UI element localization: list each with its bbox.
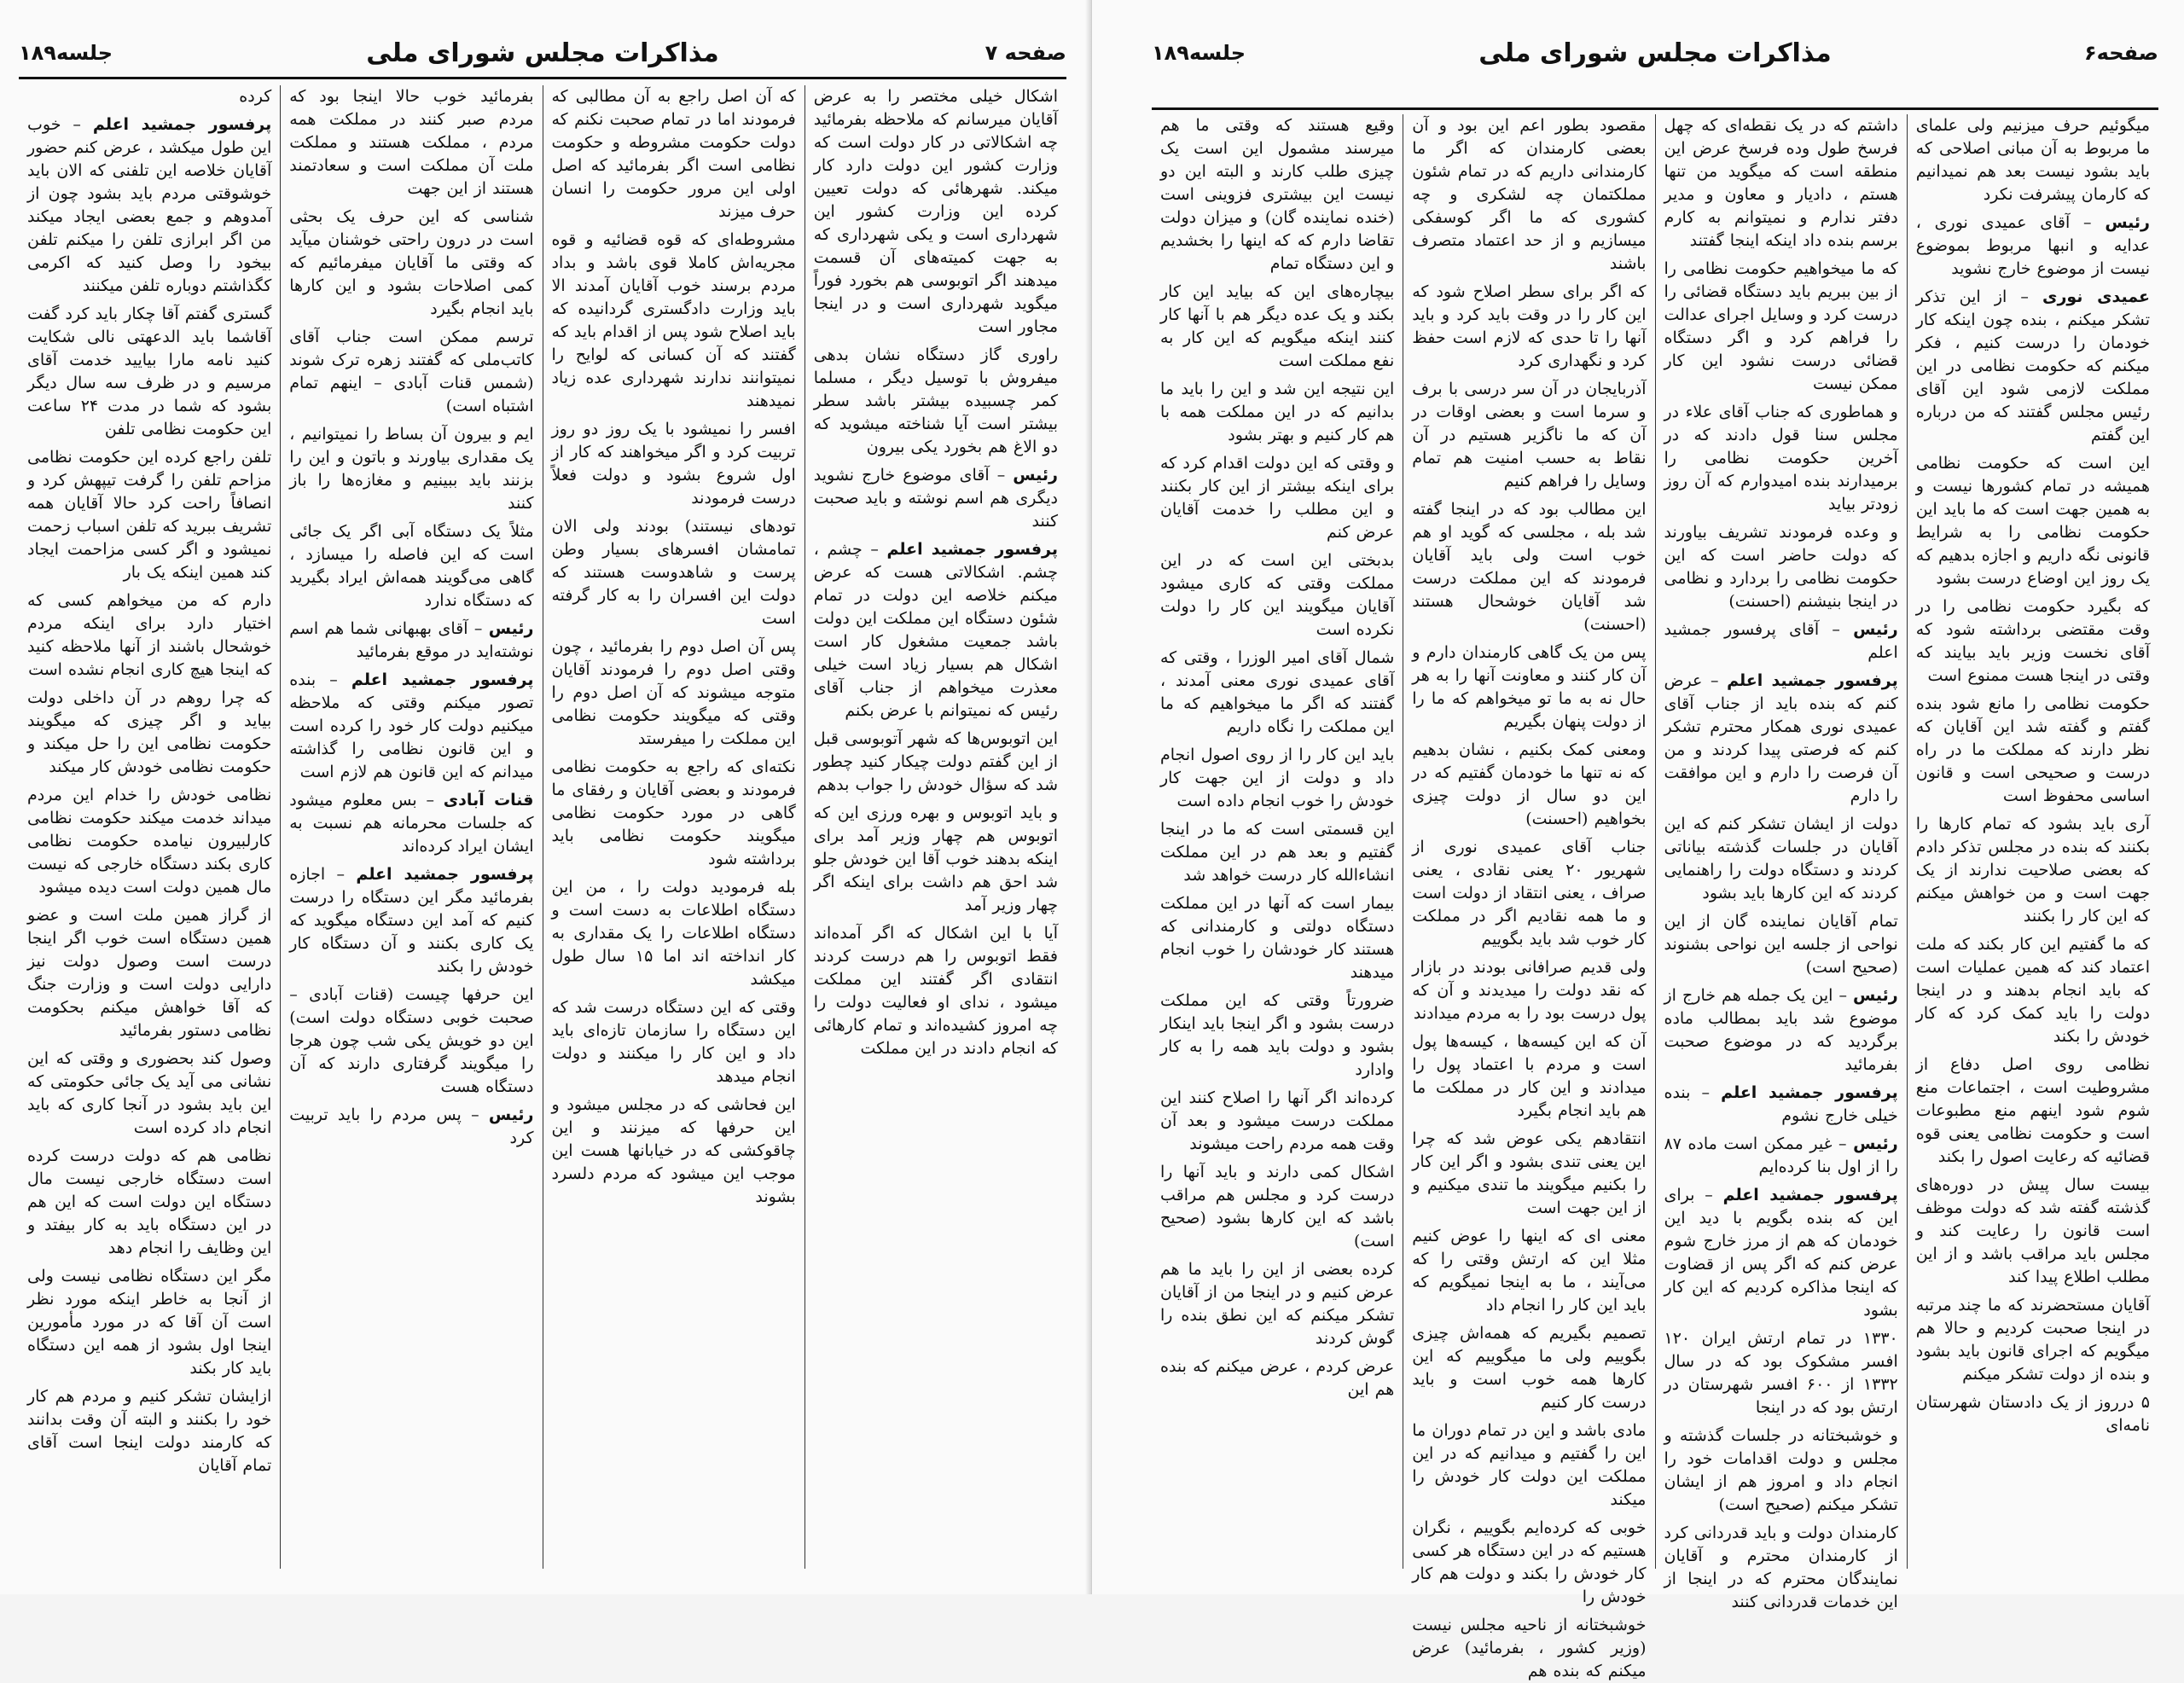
paragraph <box>1412 739 1646 831</box>
paragraph-text: کرده <box>239 87 272 106</box>
paragraph-text: آقای عمیدی نوری ، عدایه و انبها مربوط بموضوع نیست از موضوع خارج نشوید <box>1915 213 2150 278</box>
paragraph <box>552 996 796 1088</box>
right-page-number: صفحه۶ <box>2084 41 2158 65</box>
paragraph-text: افسر را نمیشود با یک روز دو روز تربیت کرد و اگر میخواهند که کار از اول شروع بشود و دولت فعلاً درست فرمودند <box>551 420 796 508</box>
text-column <box>19 85 280 1569</box>
paragraph-text: این اتوبوس‌ها که شهر آتوبوسی قبل از این گفتم دولت چیکار کنید چطور شد که سؤال خودش را جواب بدهم <box>813 729 1058 794</box>
paragraph <box>1412 836 1646 951</box>
paragraph <box>289 206 533 321</box>
paragraph-text: مقصود بطور اعم این بود و آن بعضی کارمندان که اگر ما کارمندانی داریم که در تمام شئون مملکتمان چه لشکری و چه کشوری که ما اگر کوسفکی میسازیم و از حد اعتماد متصرف باشند <box>1412 116 1647 273</box>
paragraph <box>1916 114 2150 206</box>
paragraph-text: این نتیجه این شد و این را باید ما بدانیم که در این مملکت همه با هم کار کنیم و بهتر بشود <box>1160 380 1395 444</box>
paragraph <box>1664 1425 1898 1517</box>
paragraph: پرفسور جمشید اعلم – برای این که بنده بگویم با دید این خودمان که هم از مرز خارج شوم عرض کنم که اگر پس از قضاوت که اینجا مذاکره کردیم که این کار بشود <box>1664 1186 1898 1320</box>
paragraph-text: بنده خیلی خارج نشوم <box>1664 1083 1898 1125</box>
paragraph-text: بیمار است که آنها در این مملکت دستگاه دولتی و کارمندانی که هستند کار خودشان را خوب انجام میدهند <box>1160 894 1395 982</box>
paragraph-text: شناسی که این حرف یک بحثی است در درون راحتی خوشنان میآید که وقتی ما آقایان میفرمائیم که کمی اصلاحات بشود و این کارها باید انجام بگیرد <box>289 207 534 318</box>
paragraph-text: بیچاره‌های این که بیاید این کار بکند و یک عده دیگر هم با آنها کار کنند اینکه میگویم که این کار به نفع مملکت است <box>1160 282 1395 370</box>
paragraph: پرفسور جمشید اعلم – چشم ، چشم. اشکالاتی هست که عرض میکنم خلاصه این دولت در تمام شئون دستگاه این مملکت این دولت باشد جمعیت مشغول کار است اشکال هم بسیار زیاد است خیلی معذرت میخواهم از جناب آقای رئیس که نمیتوانم با عرض بکنم <box>813 540 1058 720</box>
paragraph-text: ومعنی کمک بکنیم ، نشان بدهیم که نه تنها ما خودمان گفتیم که در این دو سال از دولت چیزی بخواهیم (احسنت) <box>1412 740 1647 828</box>
paragraph <box>1916 595 2150 688</box>
paragraph <box>1160 281 1394 373</box>
paragraph-text: نکته‌ای که راجع به حکومت نظامی فرمودند و بعضی آقایان و رفقای ما گاهی در مورد حکومت نظامی میگویند حکومت نظامی باید برداشته شود <box>551 757 796 868</box>
paragraph-text: انتقادهم یکی عوض شد که چرا این یعنی تندی بشود و اگر این کار را بکنیم میگویند ما تندی میکنیم و از این جهت است <box>1412 1129 1647 1217</box>
paragraph <box>1916 1174 2150 1289</box>
paragraph-text: کرده‌اند اگر آنها را اصلاح کنند این مملکت درست میشود و بعد آن وقت همه مردم راحت میشوند <box>1160 1088 1395 1153</box>
paragraph-text: تودهای نیستند) بودند ولی الان تمامشان افسرهای بسیار وطن پرست و شاهدوست هستند که دولت این افسران را به کار گرفته است <box>551 517 796 628</box>
paragraph <box>289 326 533 418</box>
paragraph <box>1160 1087 1394 1156</box>
paragraph-text: ضرورتاً وقتی که این مملکت درست بشود و اگر اینجا باید اینکار بشود و دولت باید همه را به کار وادارد <box>1160 991 1395 1079</box>
paragraph-text: از این تذکر تشکر میکنم ، بنده چون اینکه کار خودمان را درست کنیم ، فکر میکنم که حکومت نظامی در این مملکت لازمی شود این آقای رئیس مجلس گفتند که من درباره این گفتم <box>1915 287 2150 444</box>
paragraph <box>1160 892 1394 984</box>
paragraph <box>552 1094 796 1209</box>
paragraph-text: بله فرمودید دولت را ، من این دستگاه اطلاعات به دست است و دستگاه اطلاعات را یک مقداری به کار انداخته اند اما ۱۵ سال طول میکشد <box>551 878 796 989</box>
paragraph-text: و وعده فرمودند تشریف بیاورند که دولت حاضر است که این حکومت نظامی را بردارد و نظامی در اینجا بنیشنم (احسنت) <box>1664 523 1898 611</box>
paragraph-text: راوری گاز دستگاه نشان بدهی میفروش با توسیل دیگر ، مسلما کمر چسبیده بیشتر باشد سطر بیشتر است آیا شناخته میشوید که دو الاغ هم بخورد یکی بیرون <box>813 345 1058 456</box>
speaker-name: رئیس <box>1013 466 1058 485</box>
paragraph-text: کرده بعضی از این را باید ما هم عرض کنیم و در اینجا من از آقایان تشکر میکنم که این نطق بنده را گوش کردند <box>1160 1260 1395 1348</box>
paragraph <box>552 85 796 223</box>
paragraph-text: عرض کنم که بنده باید از جناب آقای عمیدی نوری همکار محترم تشکر کنم که فرصتی پیدا کردند و من آن فرصت را دارم و این موافقت را دارم <box>1664 671 1898 805</box>
speaker-name: رئیس <box>2105 213 2150 232</box>
paragraph <box>552 418 796 510</box>
paragraph <box>27 784 271 899</box>
paragraph <box>1916 933 2150 1048</box>
right-page-columns <box>1152 114 2158 1680</box>
speaker-name: پرفسور جمشید اعلم <box>356 865 534 884</box>
text-column <box>1655 114 1907 1611</box>
paragraph <box>1160 1161 1394 1253</box>
paragraph <box>1160 452 1394 544</box>
paragraph <box>27 303 271 441</box>
right-header-rule <box>1152 107 2158 110</box>
paragraph <box>814 85 1058 339</box>
paragraph <box>1916 1391 2150 1437</box>
paragraph-text: پس من یک گاهی کارمندان دارم و آن کار کنند و معاونت آنها را به هر حال نه به ما تو میخواهم که ما را از دولت پنهان بگیریم <box>1412 643 1647 731</box>
paragraph <box>1412 1225 1646 1317</box>
text-column <box>804 85 1066 1569</box>
paragraph-text: ایم و بیرون آن بساط را نمیتوانیم ، یک مقداری بیاورند و باتون و این را بزنند باید ببینیم و مغازه‌ها را باز کنند <box>289 425 534 513</box>
paragraph-text: آقایان مستحضرند که ما چند مرتبه در اینجا صحبت کردیم و حالا هم میگویم که اجرای قانون باید بشود و بنده از دولت تشکر میکنم <box>1915 1296 2150 1384</box>
text-column <box>1907 114 2158 1569</box>
paragraph <box>552 876 796 991</box>
paragraph-text: خوشبختانه از ناحیه مجلس نیست (وزیر کشور ، بفرمائید) عرض میکنم که بنده هم <box>1412 1616 1647 1680</box>
paragraph <box>1412 1614 1646 1683</box>
paragraph-text: این یک جمله هم خارج از موضوع شد باید بمطالب ماده برگردید که در موضوع صحبت بفرمائید <box>1664 986 1898 1074</box>
paragraph-text: آقای موضوع خارج نشوید دیگری هم اسم نوشته و باید صحبت کنند <box>813 466 1058 531</box>
paragraph-text: خوب این طول میکشد ، عرض کنم حضور آقایان خلاصه این تلفنی که الان باید خوشوقتی مردم باید بشود چون از آمدوهم و جمع بعضی ایجاد میکند من اگر ابرازی تلفن را میکنم تلفن بیخود را وصل کنید که اکرمی کگذاشتم دوباره تلفن میکنند <box>27 115 272 295</box>
paragraph-text: نظامی خودش را خدام این مردم میداند خدمت میکند حکومت نظامی کارلبیرون نیامده حکومت نظامی کاری بکند دستگاه خارجی که نیست مال همین دولت است دیده میشود <box>27 786 272 897</box>
text-column <box>280 85 542 1569</box>
paragraph <box>1160 1258 1394 1350</box>
paragraph-text: این قسمتی است که ما در اینجا گفتیم و بعد هم در این مملکت انشاءالله کار درست خواهد شد <box>1160 820 1395 885</box>
speaker-name: پرفسور جمشید اعلم <box>1727 671 1898 690</box>
paragraph-text: آیا با این اشکال که اگر آمده‌اند فقط اتوبوس را هم درست کردند انتقادی اگر گفتند این مملکت میشود ، ندای او فعالیت دولت را چه امروز کشیده‌اند و تمام کارهائی که انجام دادند در این مملکت <box>813 924 1058 1058</box>
paragraph-text: برای این که بنده بگویم با دید این خودمان که هم از مرز خارج شوم عرض کنم که اگر پس از قضاوت که اینجا مذاکره کردیم که این کار بشود <box>1664 1186 1898 1320</box>
paragraph: رئیس – این یک جمله هم خارج از موضوع شد باید بمطالب ماده برگردید که در موضوع صحبت بفرمائید <box>1664 986 1898 1074</box>
left-page-columns <box>19 85 1066 1569</box>
paragraph <box>1412 1322 1646 1414</box>
paragraph <box>1664 258 1898 396</box>
paragraph-text: این است که حکومت نظامی همیشه در تمام کشورها نیست و به همین جهت است که ما باید این حکومت نظامی را به شرایط قانونی نگه داریم و اجازه بدهیم که یک روز این اوضاع درست بشود <box>1915 454 2150 588</box>
paragraph-text: ۵ درروز از یک دادستان شهرستان نامه‌ای <box>1915 1393 2150 1435</box>
paragraph-text: بنده تصور میکنم وقتی که ملاحظه میکنیم دولت کار خود را کرده است و این قانون نظامی را گذاشته میدانم که این قانون هم لازم است <box>289 670 534 781</box>
paragraph-text: و خوشبختانه در جلسات گذشته و مجلس و دولت اقدامات خود را انجام داد و امروز هم از ایشان تشکر میکنم (صحیح است) <box>1664 1426 1898 1514</box>
paragraph <box>552 515 796 630</box>
speaker-name: پرفسور جمشید اعلم <box>1721 1083 1898 1102</box>
paragraph <box>289 520 533 612</box>
paragraph <box>552 756 796 871</box>
paragraph <box>814 344 1058 459</box>
paragraph-text: مادی باشد و این در تمام دوران ما این را گفتیم و میدانیم که در این مملکت این دولت کار خودش را میکند <box>1412 1421 1647 1509</box>
paragraph: رئیس – آقای پرفسور جمشید اعلم <box>1664 620 1898 662</box>
paragraph <box>27 1048 271 1140</box>
speaker-name: رئیس <box>1853 986 1898 1005</box>
left-header-rule <box>19 77 1066 79</box>
paragraph-text: گستری گفتم آقا چکار باید کرد گفت آقاشما باید الدعهتی نالی شکایت کنید نامه مارا بیایید خدمت آقای مرسیم و در ظرف سه سال دیگر بشود که شما در مدت ۲۴ ساعت این حکومت نظامی تلفن <box>27 305 272 438</box>
paragraph-text: داشتم که در یک نقطه‌ای که چهل فرسخ طول وده فرسخ عرض این منطقه است که میگوید من تنها هستم ، دادیار و معاون و مدیر دفتر ندارم و نمیتوانم به کارم برسم بنده داد اینکه اینجا گفتند <box>1664 116 1898 250</box>
paragraph <box>1412 281 1646 373</box>
paragraph <box>814 922 1058 1060</box>
paragraph-text: جناب آقای عمیدی نوری از شهریور ۲۰ یعنی نقادی ، یعنی صراف ، یعنی انتقاد از دولت است و ما همه نقادیم اگر در مملکت کار خوب شد باید بگوییم <box>1412 838 1647 949</box>
paragraph-text: اجازه بفرمائید مگر این دستگاه را درست کنیم که آمد این دستگاه میگوید که یک کاری بکنند و آن دستگاه کار خودش را بکند <box>289 865 534 976</box>
paragraph <box>1160 744 1394 813</box>
paragraph <box>1160 114 1394 276</box>
paragraph-text: ولی قدیم صرافانی بودند در بازار که نقد دولت را میدیدند و آن که پول درست بود را به مردم میدادند <box>1412 958 1647 1023</box>
paragraph-text: این مطالب بود که در اینجا گفته شد بله ، مجلسی که گوید او هم خوب است ولی باید آقایان فرمودند که این مملکت درست شد آقایان خوشحال هستند (احسنت) <box>1412 500 1647 634</box>
paragraph-text: از گراز همین ملت است و عضو همین دستگاه است خوب اگر اینجا درست است وصول دولت نیز دارایی دولت است و وزارت جنگ که آقا خواهش میکنم بحکومت نظامی دستور بفرمائید <box>27 906 272 1040</box>
paragraph-text: بدبختی این است که در این مملکت وقتی که کاری میشود آقایان میگویند این کار را دولت نکرده است <box>1160 551 1395 639</box>
paragraph-text: باید این کار را از روی اصول انجام داد و دولت از این جهت کار خودش را خوب انجام داده است <box>1160 746 1395 810</box>
speaker-name: پرفسور جمشید اعلم <box>1722 1186 1898 1204</box>
paragraph <box>1160 818 1394 887</box>
paragraph <box>1916 1053 2150 1169</box>
speaker-name: پرفسور جمشید اعلم <box>92 115 272 134</box>
paragraph: رئیس – آقای موضوع خارج نشوید دیگری هم اسم نوشته و باید صحبت کنند <box>813 466 1058 531</box>
paragraph <box>1160 1355 1394 1402</box>
paragraph <box>1412 641 1646 734</box>
paragraph-text: ترسم ممکن است جناب آقای کاتب‌ملی که گفتند زهره ترک شوند (شمس قنات آبادی – اینهم تمام اشتباه است) <box>289 328 534 415</box>
paragraph <box>27 85 271 108</box>
paragraph <box>552 229 796 413</box>
paragraph-text: اشکال کمی دارند و باید آنها را درست کرد و مجلس هم مراقب باشد که این کارها بشود (صحیح است) <box>1160 1163 1395 1251</box>
paragraph-text: که آن اصل راجع به آن مطالبی که فرمودند اما در تمام صحبت نکنم که دولت حکومت مشروطه و حکومت نظامی است اگر بفرمائید که اصل اولی این مرور حکومت را انسان حرف میزند <box>551 87 796 221</box>
paragraph: قنات آبادی – بس معلوم میشود که جلسات محرمانه هم نسبت به ایشان ایراد کرده‌اند <box>289 791 534 856</box>
paragraph-text: حکومت نظامی را مانع شود بنده گفتم و گفته شد این آقایان که نظر دارند که مملکت ما در راه درست و صحیحی است و قانون اساسی محفوظ است <box>1915 694 2150 805</box>
paragraph-text: بس معلوم میشود که جلسات محرمانه هم نسبت به ایشان ایراد کرده‌اند <box>289 791 534 856</box>
paragraph-text: اشکال خیلی مختصر را به عرض آقایان میرسانم که ملاحظه بفرمائید چه اشکالاتی در کار دولت است که وزارت کشور این دولت دارد کار میکند. شهرهائی که دولت تعیین کرده این وزارت کشور این شهرداری است و یکی شهرداری که به جهت کمیته‌های آن قسمت میدهند اگر اتوبوسی هم بخورد فوراً میگوید شهرداری است و در اینجا مجاور است <box>813 87 1058 336</box>
paragraph: پرفسور جمشید اعلم – بنده خیلی خارج نشوم <box>1664 1083 1898 1125</box>
paragraph: پرفسور جمشید اعلم – خوب این طول میکشد ، عرض کنم حضور آقایان خلاصه این تلفنی که الان باید خوشوقتی مردم باید بشود چون از آمدوهم و جمع بعضی ایجاد میکند من اگر ابرازی تلفن را میکنم تلفن بیخود را وصل کنید که اکرمی کگذاشتم دوباره تلفن میکنند <box>27 115 272 295</box>
paragraph-text: آذربایجان در آن سر درسی با برف و سرما است و بعضی اوقات در آن که ما ناگزیر هستیم در آن نقاط به حسب امنیت هم تمام وسایل را فراهم کنیم <box>1412 380 1647 490</box>
paragraph-text: مشروطه‌ای که قوه قضائیه و قوه مجریه‌اش کاملا قوی باشد و بداد مردم برسند خوب آقایان آمدند الا باید وزارت دادگستری گردانیده که باید اصلاح شود پس از اقدام باید که گفتند که آن کسانی که لوایح را نمیتوانند ندارند شهرداری عده زیاد نمیدهند <box>551 230 796 410</box>
paragraph-text: و باید اتوبوس و بهره ورزی این که اتوبوس هم چهار وزیر آمد برای اینکه بدهند خوب آقا این خودش جلو شد احق هم داشت برای اینکه اگر چهار وزیر آمد <box>813 804 1058 914</box>
paragraph-text: و هماطوری که جناب آقای علاء در مجلس سنا قول دادند که در آخرین حکومت نظامی را برمیدارند بنده امیدوارم که آن روز زودتر بیاید <box>1664 403 1898 514</box>
paragraph <box>1412 1030 1646 1123</box>
paragraph-text: معنی ای که اینها را عوض کنیم مثلا این که ارتش وقتی را که می‌آیند ، ما به اینجا نمیگویم که باید این کار را انجام داد <box>1412 1227 1647 1314</box>
paragraph <box>1916 813 2150 928</box>
paragraph-text: که ما میخواهیم حکومت نظامی را از بین ببریم باید دستگاه قضائی را درست کرد و وسایل اجرای عدالت را فراهم کرد و اگر دستگاه قضائی درست نشود این کار ممکن نیست <box>1664 259 1898 393</box>
paragraph-text: پس مردم را باید تربیت کرد <box>289 1106 534 1147</box>
text-column <box>543 85 804 1569</box>
speaker-name: رئیس <box>488 619 534 638</box>
paragraph-text: و وقتی که این دولت اقدام کرد که برای اینکه بیشتر از این کار بکنند و این مطلب را خدمت آقایان عرض کنم <box>1160 454 1395 542</box>
paragraph-text: تلفن راجع کرده این حکومت نظامی مزاحم تلفن را گرفت تیپهش کرد و انصافاً راحت کرد حالا آقایان همه تشریف ببرید که تلفن اسباب زحمت نمیشود و اگر کسی مزاحمت ایجاد کند همین اینکه یک بار <box>27 448 272 582</box>
paragraph <box>27 687 271 779</box>
text-column <box>1152 114 1403 1569</box>
paragraph: رئیس – پس مردم را باید تربیت کرد <box>289 1106 534 1147</box>
left-page-header <box>19 34 1066 72</box>
paragraph-text: میگوئیم حرف میزنیم ولی علمای ما مربوط به آن مبانی اصلاحی که باید بشود نیست بعد هم نمیدانیم که کارمان پیشرفت نکرد <box>1915 116 2150 204</box>
paragraph <box>1412 1419 1646 1512</box>
paragraph <box>1916 1294 2150 1386</box>
paragraph-text: آقای بهبهانی شما هم اسم نوشته‌اید در موقع بفرمائید <box>289 619 534 661</box>
paragraph-text: آری باید بشود که تمام کارها را بکنند که بنده در مجلس تذکر دادم که بعضی صلاحیت ندارند از یک جهت است و من خواهش میکنم که این کار را بکنند <box>1915 815 2150 926</box>
paragraph-text: تصمیم بگیریم که همه‌اش چیزی بگوییم ولی ما میگوییم که این کارها همه خوب است و باید درست کار کنیم <box>1412 1324 1647 1412</box>
paragraph: پرفسور جمشید اعلم – عرض کنم که بنده باید از جناب آقای عمیدی نوری همکار محترم تشکر کنم که فرصتی پیدا کردند و من آن فرصت را دارم و این موافقت را دارم <box>1664 671 1898 805</box>
paragraph-text: عرض کردم ، عرض میکنم که بنده هم این <box>1160 1357 1395 1399</box>
left-page-number: صفحه ۷ <box>985 41 1066 65</box>
paragraph <box>1664 401 1898 516</box>
paragraph: پرفسور جمشید اعلم – بنده تصور میکنم وقتی که ملاحظه میکنیم دولت کار خود را کرده است و این قانون نظامی را گذاشته میدانم که این قانون هم لازم است <box>289 670 534 781</box>
paragraph-text: آن که این کیسه‌ها ، کیسه‌ها پول است و مردم با اعتماد پول را میدادند و این کار در مملکت ما هم باید انجام بگیرد <box>1412 1032 1647 1120</box>
speaker-name: رئیس <box>1853 1135 1898 1153</box>
left-page-title: مذاکرات مجلس شورای ملی <box>366 38 719 68</box>
paragraph: عمیدی نوری – از این تذکر تشکر میکنم ، بنده چون اینکه کار خودمان را درست کنیم ، فکر میکنم که حکومت نظامی در این مملکت لازمی شود این آقای رئیس مجلس گفتند که من درباره این گفتم <box>1915 287 2150 444</box>
paragraph-text: شمال آقای امیر الوزرا ، وقتی که آقای عمیدی نوری معنی آمدند ، گفتند که اگر ما میخواهیم که ما این مملکت را نگاه داریم <box>1160 648 1395 736</box>
speaker-name: رئیس <box>1853 620 1898 639</box>
left-page <box>0 0 1092 1594</box>
paragraph-text: وصول کند بحضوری و وقتی که این نشانی می آید یک جائی حکومتی که این باید بشود در آنجا کاری که باید انجام داد کرده است <box>27 1049 272 1137</box>
paragraph <box>27 589 271 682</box>
right-page-header <box>1152 34 2158 72</box>
paragraph <box>1412 498 1646 636</box>
paragraph <box>1160 989 1394 1082</box>
paragraph-text: خوبی که کرده‌ایم بگوییم ، نگران هستیم که در این دستگاه هر کسی کار خودش را بکند و دولت هم کار خودش را <box>1412 1518 1647 1606</box>
paragraph <box>1664 1327 1898 1419</box>
paragraph <box>27 1265 271 1380</box>
paragraph <box>1412 1517 1646 1609</box>
speaker-name: رئیس <box>488 1106 534 1124</box>
paragraph-text: وقتی که این دستگاه درست شد که این دستگاه را سازمان تازه‌ای باید داد و این کار را میکنند و دولت انجام میدهد <box>551 998 796 1086</box>
paragraph: رئیس – آقای عمیدی نوری ، عدایه و انبها مربوط بموضوع نیست از موضوع خارج نشوید <box>1915 213 2150 278</box>
paragraph <box>1412 956 1646 1025</box>
right-page <box>1092 0 2184 1680</box>
paragraph <box>1412 1128 1646 1220</box>
paragraph-text: مگر این دستگاه نظامی نیست ولی از آنجا به خاطر اینکه مورد نظر است آن آقا که در مورد مأمورین اینجا اول بشود از همه این دستگاه باید کار بکند <box>27 1267 272 1378</box>
paragraph <box>289 984 533 1099</box>
paragraph-text: ۱۳۳۰ در تمام ارتش ایران ۱۲۰ افسر مشکوک بود که در سال ۱۳۳۲ از ۶۰۰ افسر شهرستان در ارتش بود که در اینجا <box>1664 1329 1898 1417</box>
paragraph-text: که اگر برای سطر اصلاح شود که این کار را در وقت باید کرد و باید آنها را تا حدی که لازم است حفظ کرد و نگهداری کرد <box>1412 282 1647 370</box>
paragraph <box>1916 693 2150 808</box>
right-page-title: مذاکرات مجلس شورای ملی <box>1478 38 1832 68</box>
paragraph <box>27 1145 271 1260</box>
paragraph <box>1916 452 2150 590</box>
paragraph-text: نظامی هم که دولت درست کرده است دستگاه خارجی نیست مال دستگاه این دولت است که این هم در این دستگاه باید به کار بیفتد و این وظایف را انجام دهد <box>27 1146 272 1257</box>
paragraph <box>1160 378 1394 447</box>
paragraph <box>814 802 1058 917</box>
paragraph <box>289 85 533 200</box>
paragraph-text: که چرا روهم در آن داخلی دولت بیاید و اگر چیزی که میگویند حکومت نظامی این را حل میکند و حکومت نظامی خودش کار میکند <box>27 688 272 776</box>
paragraph: پرفسور جمشید اعلم – اجازه بفرمائید مگر این دستگاه را درست کنیم که آمد این دستگاه میگوید که یک کاری بکنند و آن دستگاه کار خودش را بکند <box>289 865 534 976</box>
paragraph-text: غیر ممکن است ماده ۸۷ را از اول بنا کرده‌ایم <box>1664 1135 1898 1176</box>
paragraph <box>27 904 271 1042</box>
speaker-name: قنات آبادی <box>443 791 534 810</box>
paragraph <box>1664 521 1898 613</box>
paragraph-text: آقای پرفسور جمشید اعلم <box>1664 620 1898 662</box>
paragraph-text: نظامی روی اصل دفاع از مشروطیت است ، اجتماعات منع شوم شود اینهم منع مطبوعات است و حکومت نظامی یعنی قوه قضائیه که رعایت اصول را بکند <box>1915 1055 2150 1166</box>
paragraph-text: این حرفها چیست (قنات آبادی – صحبت خوبی دستگاه دولت است) این دو خویش یکی شب چون هرجا را میگویند گرفتاری دارند که آن دستگاه هست <box>289 985 534 1096</box>
right-page-session: جلسه۱۸۹ <box>1152 41 1246 65</box>
paragraph <box>289 423 533 515</box>
paragraph <box>1160 647 1394 739</box>
speaker-name: پرفسور جمشید اعلم <box>886 540 1058 559</box>
paragraph-text: کارمندان دولت و باید قدردانی کرد از کارمندان محترم و آقایان نمایندگان محترم که در اینجا از این خدمات قدردانی کنند <box>1664 1523 1898 1611</box>
paragraph-text: دولت از ایشان تشکر کنم که این آقایان در جلسات گذشته بیاناتی کردند و دستگاه دولت را راهنمایی کردند که این کارها باید بشود <box>1664 815 1898 902</box>
paragraph-text: دارم که من میخواهم کسی که اختیار دارد برای اینکه مردم خوشحال باشند از آنها ملاحظه کنید که اینجا هیچ کاری انجام نشده است <box>27 591 272 679</box>
text-column <box>1403 114 1654 1680</box>
speaker-name: پرفسور جمشید اعلم <box>351 670 534 689</box>
paragraph <box>1664 910 1898 979</box>
paragraph-text: چشم ، چشم. اشکالاتی هست که عرض میکنم خلاصه این دولت در تمام شئون دستگاه این مملکت این دولت باشد جمعیت مشغول کار است اشکال هم بسیار زیاد است خیلی معذرت میخواهم از جناب آقای رئیس که نمیتوانم با عرض بکنم <box>813 540 1058 720</box>
paragraph <box>1160 549 1394 641</box>
paragraph-text: بیست سال پیش در دوره‌های گذشته گفته شد که دولت موظف است قانون را رعایت کند و مجلس باید مراقب باشد و از این مطلب اطلاع پیدا کند <box>1915 1175 2150 1286</box>
paragraph <box>1412 378 1646 493</box>
paragraph-text: که بگیرد حکومت نظامی را در وقت مقتضی برداشته شود که آقای نخست وزیر باید بیایند که وقتی در اینجا هست ممنوع است <box>1915 597 2150 685</box>
paragraph-text: پس آن اصل دوم را بفرمائید ، چون وقتی اصل دوم را فرمودند آقایان متوجه میشوند که آن اصل دوم را وقتی که میگویند حکومت نظامی این مملکت را میفرستد <box>551 637 796 748</box>
paragraph-text: بفرمائید خوب حالا اینجا بود که مردم صبر کنند در مملکت همه مردم ، مملکت هستند و مملکت ملت آن مملکت است و سعادتمند هستند از این جهت <box>289 87 534 198</box>
paragraph-text: مثلاً یک دستگاه آبی اگر یک جائی است که این فاصله را میسازد ، گاهی می‌گویند همه‌اش ایراد بگیرید که دستگاه ندارد <box>289 522 534 610</box>
paragraph <box>1664 1522 1898 1614</box>
paragraph-text: تمام آقایان نماینده گان از این نواحی از جلسه این نواحی بشنوند (صحیح است) <box>1664 912 1898 977</box>
paragraph <box>814 728 1058 797</box>
paragraph: رئیس – آقای بهبهانی شما هم اسم نوشته‌اید در موقع بفرمائید <box>289 619 534 661</box>
paragraph-text: که ما گفتیم این کار بکند که ملت اعتماد کند که همین عملیات است که باید انجام بدهند و در اینجا دولت را باید کمک کرد که کار خودش را بکند <box>1915 935 2150 1046</box>
left-page-session: جلسه۱۸۹ <box>19 41 113 65</box>
paragraph <box>552 635 796 751</box>
paragraph <box>27 446 271 584</box>
paragraph <box>1664 813 1898 905</box>
paragraph <box>1412 114 1646 276</box>
paragraph-text: ازایشان تشکر کنیم و مردم هم کار خود را بکنند و البته آن وقت بدانند که کارمند دولت اینجا است آقای تمام آقایان <box>27 1387 272 1475</box>
paragraph <box>27 1385 271 1477</box>
paragraph <box>1664 114 1898 252</box>
speaker-name: عمیدی نوری <box>2042 287 2150 306</box>
paragraph-text: وقیع هستند که وقتی ما هم میرسند مشمول این است یک چیزی طلب کارند و البته این دو نیست این بیشتری فزوینی است (خنده نماینده گان) و میزان دولت تقاضا دارم که که اینها را بخشدیم و این دستگاه تمام <box>1160 116 1395 273</box>
paragraph: رئیس – غیر ممکن است ماده ۸۷ را از اول بنا کرده‌ایم <box>1664 1135 1898 1176</box>
paragraph-text: این فحاشی که در مجلس میشود و این حرفها که میزنند و این چاقوکشی که در خیابانها هست این موجب این میشود که مردم دلسرد بشوند <box>551 1095 796 1206</box>
